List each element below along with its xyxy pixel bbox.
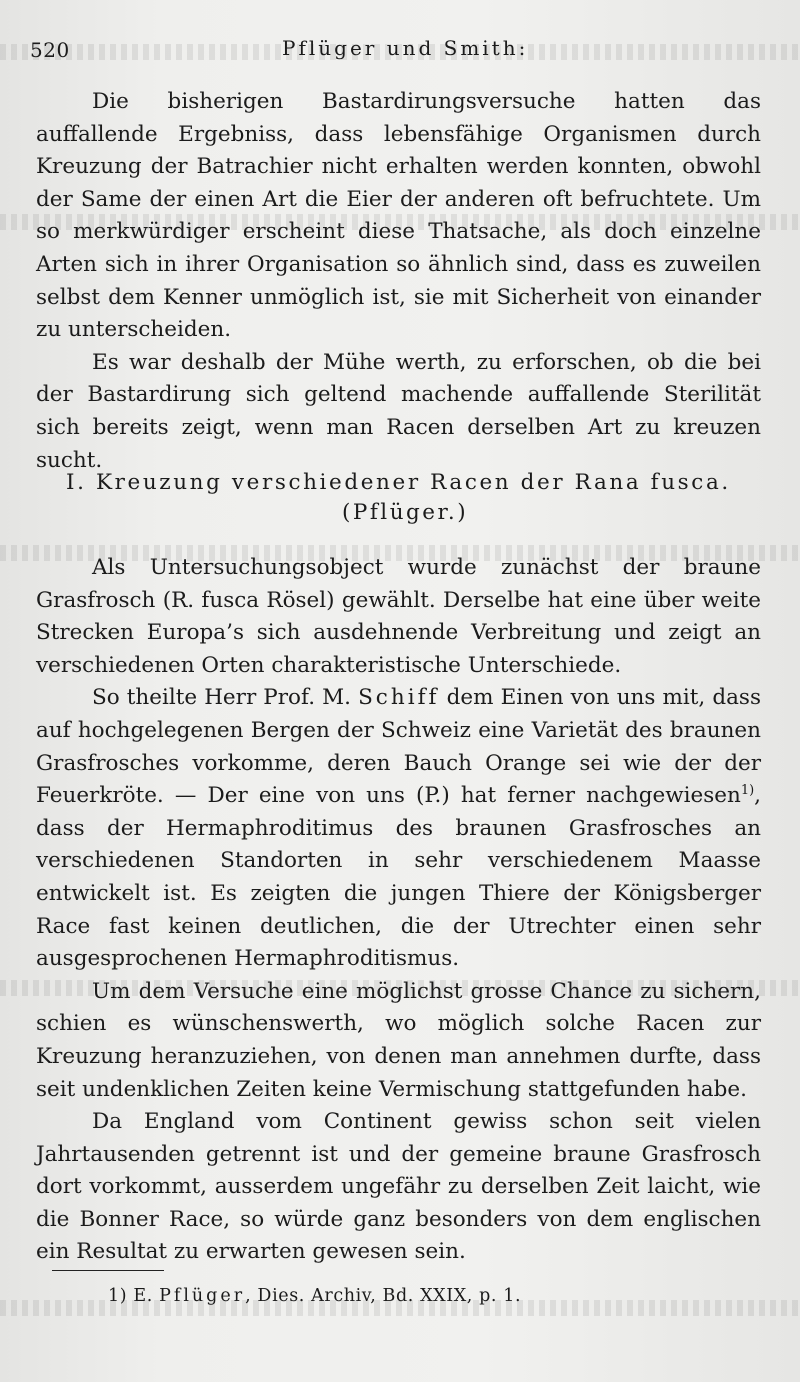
paragraph: Um dem Versuche eine möglichst grosse Chance zu sichern, schien es wünschenswerth, wo möglich solche Racen zur Kreuzung heranzuziehen, von denen man annehmen durfte, dass seit undenklichen Zeiten keine Vermischung stattgefunden habe.	[36, 978, 761, 1102]
footnote-author: Pflüger	[159, 1286, 246, 1306]
paragraph: Da England vom Continent gewiss schon seit vielen Jahrtausenden getrennt ist und der gemeine braune Grasfrosch dort vorkommt, ausserdem ungefähr zu derselben Zeit laicht, wie die Bonner Race, so würde ganz besonders von dem englischen ein Resultat zu erwarten gewesen sein.	[36, 1109, 761, 1265]
page-number: 520	[30, 38, 70, 62]
section-text-block	[36, 552, 761, 1269]
intro-text-block	[36, 86, 761, 477]
section-heading: I. Kreuzung verschiedener Racen der Rana fusca.	[66, 470, 731, 495]
paragraph-text: dem Einen von uns mit, dass auf hochgelegenen Bergen der Schweiz eine Varietät des braunen Grasfrosches vorkomme, deren Bauch Orange sei wie der der Feuerkröte. — Der eine von uns (P.) hat ferner nachgewiesen	[36, 685, 761, 809]
footnote-text: E.	[133, 1286, 153, 1306]
page-header	[30, 34, 760, 62]
section-author: (Pflüger.)	[342, 500, 469, 525]
paragraph-text: , dass der Hermaphroditimus des braunen Grasfrosches an verschiedenen Standorten in sehr verschiedenem Maasse entwickelt ist. Es zeigten die jungen Thiere der Königsberger Race fast keinen deutlichen, die der Utrechter einen sehr ausgesprochenen Hermaphroditismus.	[36, 783, 761, 972]
paragraph: Es war deshalb der Mühe werth, zu erforschen, ob die bei der Bastardirung sich geltend machende auffallende Sterilität sich bereits zeigt, wenn man Racen derselben Art zu kreuzen sucht.	[36, 349, 761, 473]
footnote	[108, 1286, 521, 1306]
running-title: Pflüger und Smith:	[282, 36, 529, 60]
footnote-reference[interactable]: 1)	[740, 783, 755, 798]
paragraph: Als Untersuchungsobject wurde zunächst der braune Grasfrosch (R. fusca Rösel) gewählt. Derselbe hat eine über weite Strecken Europa’s sich ausdehnende Verbreitung und zeigt an verschiedenen Orten charakteristische Unterschiede.	[36, 555, 761, 678]
paragraph: Die bisherigen Bastardirungsversuche hatten das auffallende Ergebniss, dass lebensfähige Organismen durch Kreuzung der Batrachier nicht erhalten werden konnten, obwohl der Same der einen Art die Eier der anderen oft befruchtete. Um so merkwürdiger erscheint diese Thatsache, als doch einzelne Arten sich in ihrer Organisation so ähnlich sind, dass es zuweilen selbst dem Kenner unmöglich ist, sie mit Sicherheit von einander zu unterscheiden.	[36, 89, 761, 343]
footnote-text: , Dies. Archiv, Bd. XXIX, p. 1.	[245, 1286, 522, 1306]
footnote-divider	[52, 1270, 164, 1271]
paragraph-text: So theilte Herr Prof. M.	[92, 685, 351, 711]
person-name: Schiff	[358, 685, 440, 711]
footnote-mark: 1)	[108, 1286, 128, 1306]
paragraph	[36, 682, 761, 975]
